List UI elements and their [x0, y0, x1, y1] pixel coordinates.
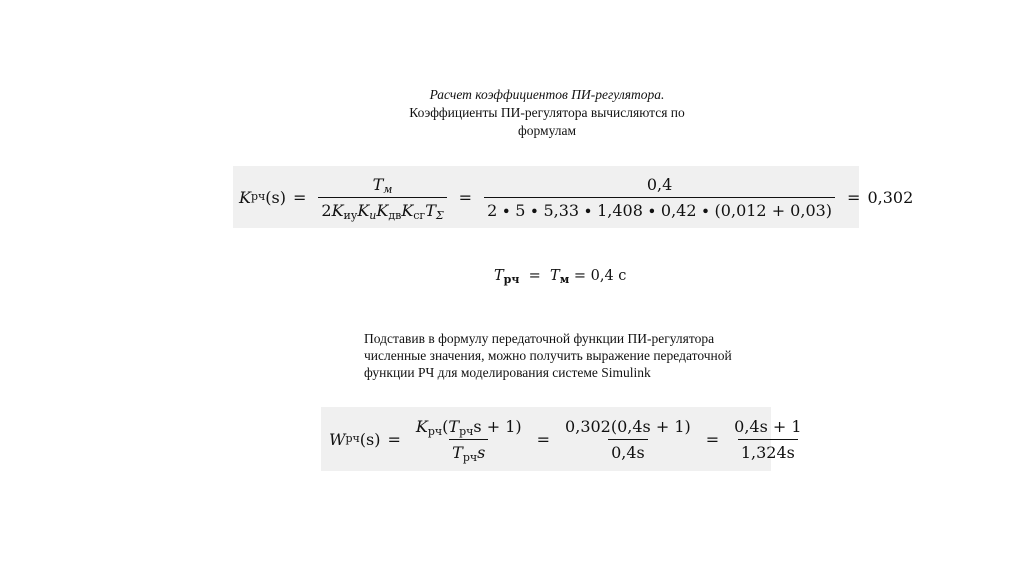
eq2-equals-3: =: [705, 429, 720, 449]
eq2-lhs-symbol: W: [329, 429, 346, 449]
heading-line-2: Коэффициенты ПИ-регулятора вычисляются по: [409, 105, 685, 120]
eq1-equals-1: =: [292, 187, 307, 207]
heading-title: Расчет коэффициентов ПИ-регулятора.: [429, 87, 665, 102]
eq1-num-symbol: T: [372, 174, 384, 194]
para-line-2: численные значения, можно получить выражение передаточной: [364, 348, 732, 363]
heading-line-3: формулам: [517, 123, 576, 138]
eq2-den2: 0,4s: [608, 439, 648, 462]
tline-value: 0,4 с: [590, 268, 627, 284]
eq1-fraction-symbolic: $\frac{T_м}{2K_{иу}K_иK_{дв}K_{сг}T_\Sigma}$: [318, 175, 446, 220]
eq2-den3: 1,324s: [738, 439, 798, 462]
eq1-result: 0,302: [867, 187, 914, 207]
tline-t2-sub: м: [559, 273, 570, 286]
eq1-den2: 2 ∙ 5 ∙ 5,33 ∙ 1,408 ∙ 0,42 ∙ (0,012 + 0,03): [484, 197, 835, 220]
eq1-lhs-symbol: K: [239, 187, 251, 207]
eq1-den-k3-sub: дв: [388, 208, 402, 222]
eq2-fraction-numeric: [562, 417, 694, 462]
eq1-lhs-arg: (s): [265, 187, 286, 207]
eq1-den-coef: 2: [321, 200, 332, 220]
eq2-lhs-arg: (s): [359, 429, 381, 449]
eq2-num2: 0,302(0,4s + 1): [565, 416, 691, 436]
eq2-equals-2: =: [536, 429, 551, 449]
eq2-fraction-result: [731, 417, 804, 462]
eq1-den-t-sub: Σ: [435, 208, 444, 222]
eq1-den-k1-sub: иу: [343, 208, 358, 222]
eq1-den-k4-sub: сг: [413, 208, 426, 222]
eq1-num-sub: м: [383, 182, 393, 196]
tline-eq: =: [528, 268, 541, 284]
eq1-fraction-numeric: [484, 175, 835, 220]
equation-kr: K рч (s) = $\frac{T_м}{2K_{иу}K_иK_{дв}K_{сг}T_\Sigma}$ = $\frac{0,4}{2 \cdot 5 \cdot 5,33 \cdot 1,408 \cdot 0,42 \cdot (0,012 + 0,03)}$ = 0,302: [233, 166, 859, 228]
eq2-num1-k-sub: рч: [427, 424, 443, 438]
tline-t1-sub: рч: [503, 273, 520, 286]
eq2-den1-t-sub: рч: [462, 450, 478, 464]
eq2-num1-t-sub: рч: [459, 424, 474, 438]
explanation-paragraph: [364, 330, 784, 381]
equation-w: W рч (s) = $\frac{K_{рч}(T_{рч}s + 1)}{T_{рч}s}$ = $\frac{0,302(0,4s + 1)}{0,4s}$ = $\frac{0,4s + 1}{1,324s}$: [321, 407, 771, 471]
eq2-num3: 0,4s + 1: [734, 416, 802, 436]
eq2-equals-1: =: [387, 429, 401, 449]
eq1-equals-2: =: [458, 187, 473, 207]
para-line-3: функции РЧ для моделирования системе Simulink: [364, 365, 651, 380]
eq1-den-k2-sub: и: [369, 208, 377, 222]
time-constant-line: $T_{рч} = T_м = 0,4$ с: [494, 268, 627, 286]
eq2-num1-tail: s + 1): [473, 416, 522, 436]
tline-eq-2: =: [573, 268, 587, 284]
eq1-num2: 0,4: [646, 174, 673, 194]
para-line-1: Подставив в формулу передаточной функции ПИ-регулятора: [364, 331, 715, 346]
eq2-fraction-symbolic: $\frac{K_{рч}(T_{рч}s + 1)}{T_{рч}s}$: [415, 416, 522, 464]
slide-heading: [350, 86, 744, 140]
eq1-equals-3: =: [847, 187, 861, 207]
